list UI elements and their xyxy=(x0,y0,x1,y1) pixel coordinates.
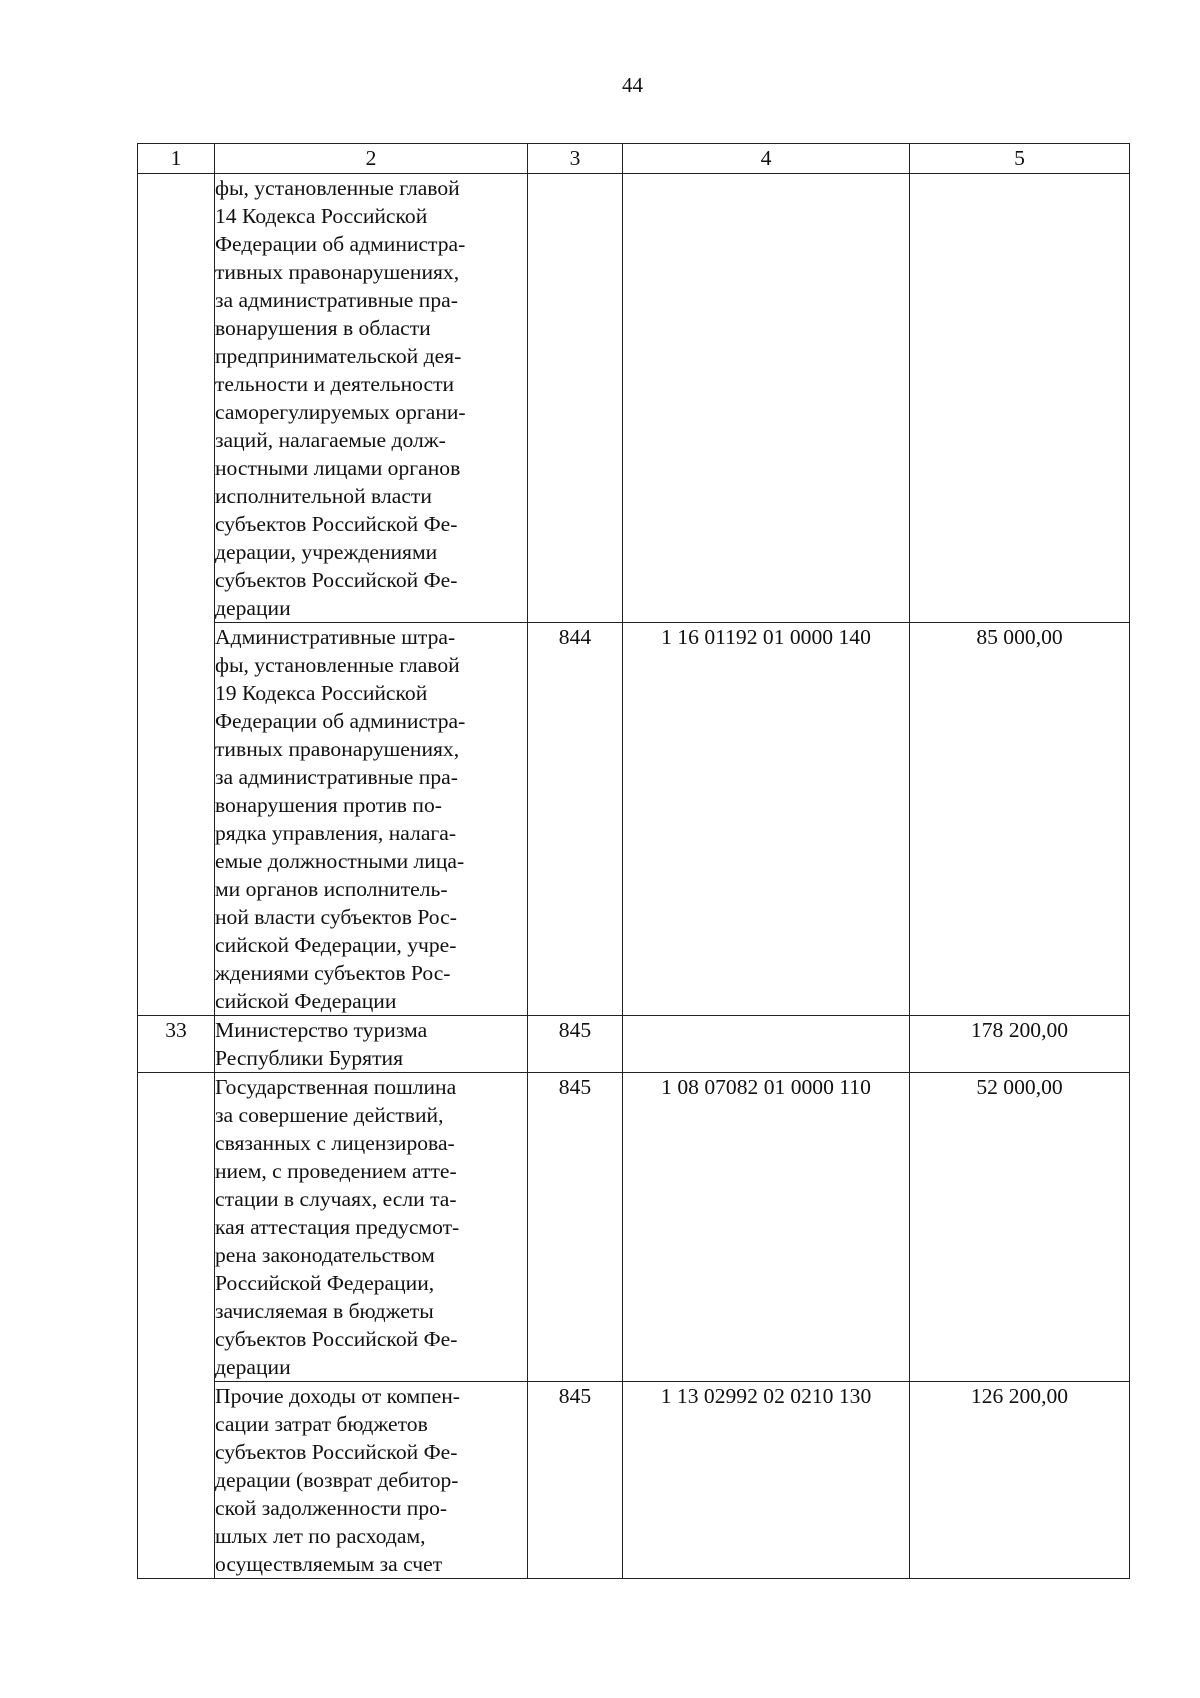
table-row xyxy=(138,1073,1130,1382)
table-row xyxy=(138,1382,1130,1579)
revenue-code-cell: 1 08 07082 01 0000 110 xyxy=(623,1073,910,1382)
amount-cell: 126 200,00 xyxy=(910,1382,1130,1579)
admin-code-cell: 845 xyxy=(528,1382,623,1579)
column-number-4: 4 xyxy=(623,144,910,174)
table-row xyxy=(138,623,1130,1016)
amount-cell xyxy=(910,174,1130,623)
column-number-1: 1 xyxy=(138,144,215,174)
description-cell: Государственная пошлина за совершение действий, связанных с лицензирова- нием, с проведением атте- стации в случаях, если та- кая аттестация предусмот- рена законодательством Российской Федерации, зачисляемая в бюджеты субъектов Российской Фе- дерации xyxy=(215,1073,528,1382)
row-number-cell xyxy=(138,1073,215,1579)
admin-code-cell: 845 xyxy=(528,1073,623,1382)
description-cell: фы, установленные главой 14 Кодекса Российской Федерации об администра- тивных правонарушениях, за административные пра- вонарушения в области предпринимательской дея- тельности и деятельности саморегулируемых органи- заций, налагаемые долж- ностными лицами органов исполнительной власти субъектов Российской Фе- дерации, учреждениями субъектов Российской Фе- дерации xyxy=(215,174,528,623)
amount-cell: 52 000,00 xyxy=(910,1073,1130,1382)
revenue-table xyxy=(137,143,1130,1579)
admin-code-cell: 844 xyxy=(528,623,623,1016)
admin-code-cell xyxy=(528,174,623,623)
column-number-3: 3 xyxy=(528,144,623,174)
row-number-cell xyxy=(138,174,215,1016)
revenue-code-cell: 1 16 01192 01 0000 140 xyxy=(623,623,910,1016)
table-header-row xyxy=(138,144,1130,174)
amount-cell: 85 000,00 xyxy=(910,623,1130,1016)
revenue-code-cell xyxy=(623,174,910,623)
admin-code-cell: 845 xyxy=(528,1016,623,1073)
table-row xyxy=(138,174,1130,623)
row-number-cell: 33 xyxy=(138,1016,215,1073)
revenue-code-cell: 1 13 02992 02 0210 130 xyxy=(623,1382,910,1579)
column-number-2: 2 xyxy=(215,144,528,174)
description-cell: Административные штра- фы, установленные главой 19 Кодекса Российской Федерации об администра- тивных правонарушениях, за административные пра- вонарушения против по- рядка управления, налага- емые должностными лица- ми органов исполнитель- ной власти субъектов Рос- сийской Федерации, учре- ждениями субъектов Рос- сийской Федерации xyxy=(215,623,528,1016)
page-number: 44 xyxy=(622,73,643,97)
table-row xyxy=(138,1016,1130,1073)
amount-cell: 178 200,00 xyxy=(910,1016,1130,1073)
description-cell: Министерство туризма Республики Бурятия xyxy=(215,1016,528,1073)
description-cell: Прочие доходы от компен- сации затрат бюджетов субъектов Российской Фе- дерации (возврат дебитор- ской задолженности про- шлых лет по расходам, осуществляемым за счет xyxy=(215,1382,528,1579)
revenue-code-cell xyxy=(623,1016,910,1073)
column-number-5: 5 xyxy=(910,144,1130,174)
